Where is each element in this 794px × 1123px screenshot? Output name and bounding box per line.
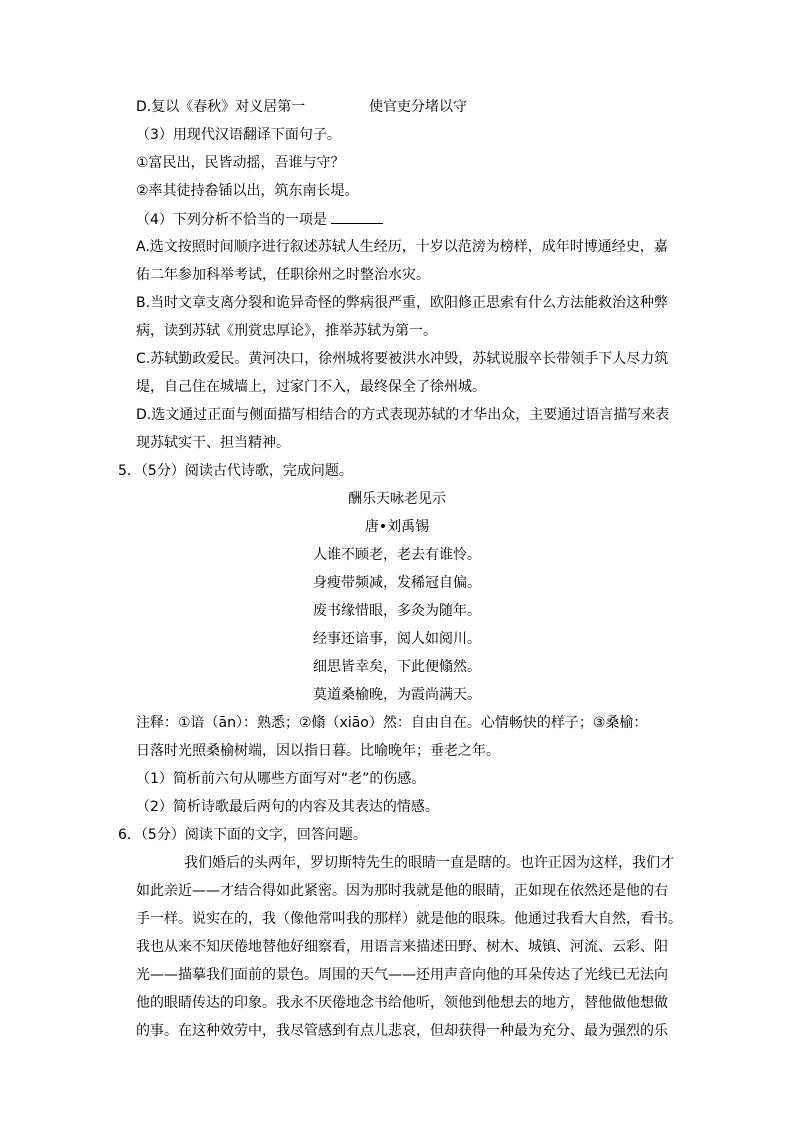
passage-line: 如此亲近——才结合得如此紧密。因为那时我就是他的眼睛，正如现在依然还是他的右 <box>136 883 668 899</box>
q4-option-b-line2: 病，读到苏轼《刑赏忠厚论》，推举苏轼为第一。 <box>136 323 437 339</box>
q4-option-d-line1: D.选文通过正面与侧面描写相结合的方式表现苏轼的才华出众，主要通过语言描写来表 <box>136 407 670 423</box>
q4-option-d-line2: 现苏轼实干、担当精神。 <box>136 435 290 451</box>
poem-author: 唐•刘禹锡 <box>364 519 430 535</box>
q4-option-a-line1: A.选文按照时间顺序进行叙述苏轼人生经历，十岁以范滂为榜样，成年时博通经史，嘉 <box>136 239 668 255</box>
passage-line: 我也从来不知厌倦地替他好细察看，用语言来描述田野、树木、城镇、河流、云彩、阳 <box>136 939 668 955</box>
q4-option-b-line1: B.当时文章支离分裂和诡异奇怪的弊病很严重，欧阳修正思索有什么方法能救治这种弊 <box>136 295 669 311</box>
poem-notes-line1: 注释：①谙（ān）：熟悉；②翛（xiāo）然：自由自在。心情畅快的样子；③桑榆： <box>136 715 648 731</box>
q4-option-a-line2: 佑二年参加科举考试，任职徐州之时整治水灾。 <box>136 267 430 283</box>
q4-option-c-line2: 堤，自己住在城墙上，过家门不入，最终保全了徐州城。 <box>136 379 486 395</box>
poem-line: 身瘦带频减，发稀冠自偏。 <box>313 575 481 591</box>
q4-option-c-line1: C.苏轼勤政爱民。黄河决口，徐州城将要被洪水冲毁，苏轼说服卒长带领手下人尽力筑 <box>136 351 669 367</box>
poem-line: 废书缘惜眼，多灸为随年。 <box>313 603 481 619</box>
answer-blank <box>331 209 383 224</box>
q6-header: 6．（5分）阅读下面的文字，回答问题。 <box>118 827 367 843</box>
passage-line: 他的眼睛传达的印象。我永不厌倦地念书给他听，领他到他想去的地方，替他做他想做 <box>136 995 668 1011</box>
poem-line: 莫道桑榆晚，为霞尚满天。 <box>313 687 481 703</box>
q4-prompt: （4）下列分析不恰当的一项是 <box>136 209 383 230</box>
poem-notes-line2: 日落时光照桑榆树端，因以指日暮。比喻晚年；垂老之年。 <box>136 743 500 759</box>
q3-prompt: （3）用现代汉语翻译下面句子。 <box>136 127 341 143</box>
poem-title: 酬乐天咏老见示 <box>348 491 446 507</box>
poem-line: 经事还谙事，阅人如阅川。 <box>313 631 481 647</box>
poem-line: 人谁不顾老，老去有谁怜。 <box>313 547 481 563</box>
passage-line: 手一样。说实在的，我（像他常叫我的那样）就是他的眼珠。他通过我看大自然，看书。 <box>136 911 682 927</box>
q3-sentence-1: ①富民出，民皆动摇，吾谁与守？ <box>136 155 345 171</box>
passage-line: 光——描摹我们面前的景色。周围的天气——还用声音向他的耳朵传达了光线已无法向 <box>136 967 668 983</box>
q5-sub-question-1: （1）简析前六句从哪些方面写对“老”的伤感。 <box>136 771 426 787</box>
passage-line: 我们婚后的头两年，罗切斯特先生的眼睛一直是瞎的。也许正因为这样，我们才 <box>184 855 674 871</box>
passage-line: 的事。在这种效劳中，我尽管感到有点儿悲哀，但却获得一种最为充分、最为强烈的乐 <box>136 1023 668 1039</box>
poem-line: 细思皆幸矣，下此便翛然。 <box>313 659 481 675</box>
q3-sentence-2: ②率其徒持畚锸以出，筑东南长堤。 <box>136 183 359 199</box>
q5-header: 5．（5分）阅读古代诗歌，完成问题。 <box>118 463 353 479</box>
option-d-left: D.复以《春秋》对义居第一 <box>136 99 306 115</box>
q5-sub-question-2: （2）简析诗歌最后两句的内容及其表达的情感。 <box>136 799 439 815</box>
option-d-right: 使官吏分堵以守 <box>369 99 467 115</box>
